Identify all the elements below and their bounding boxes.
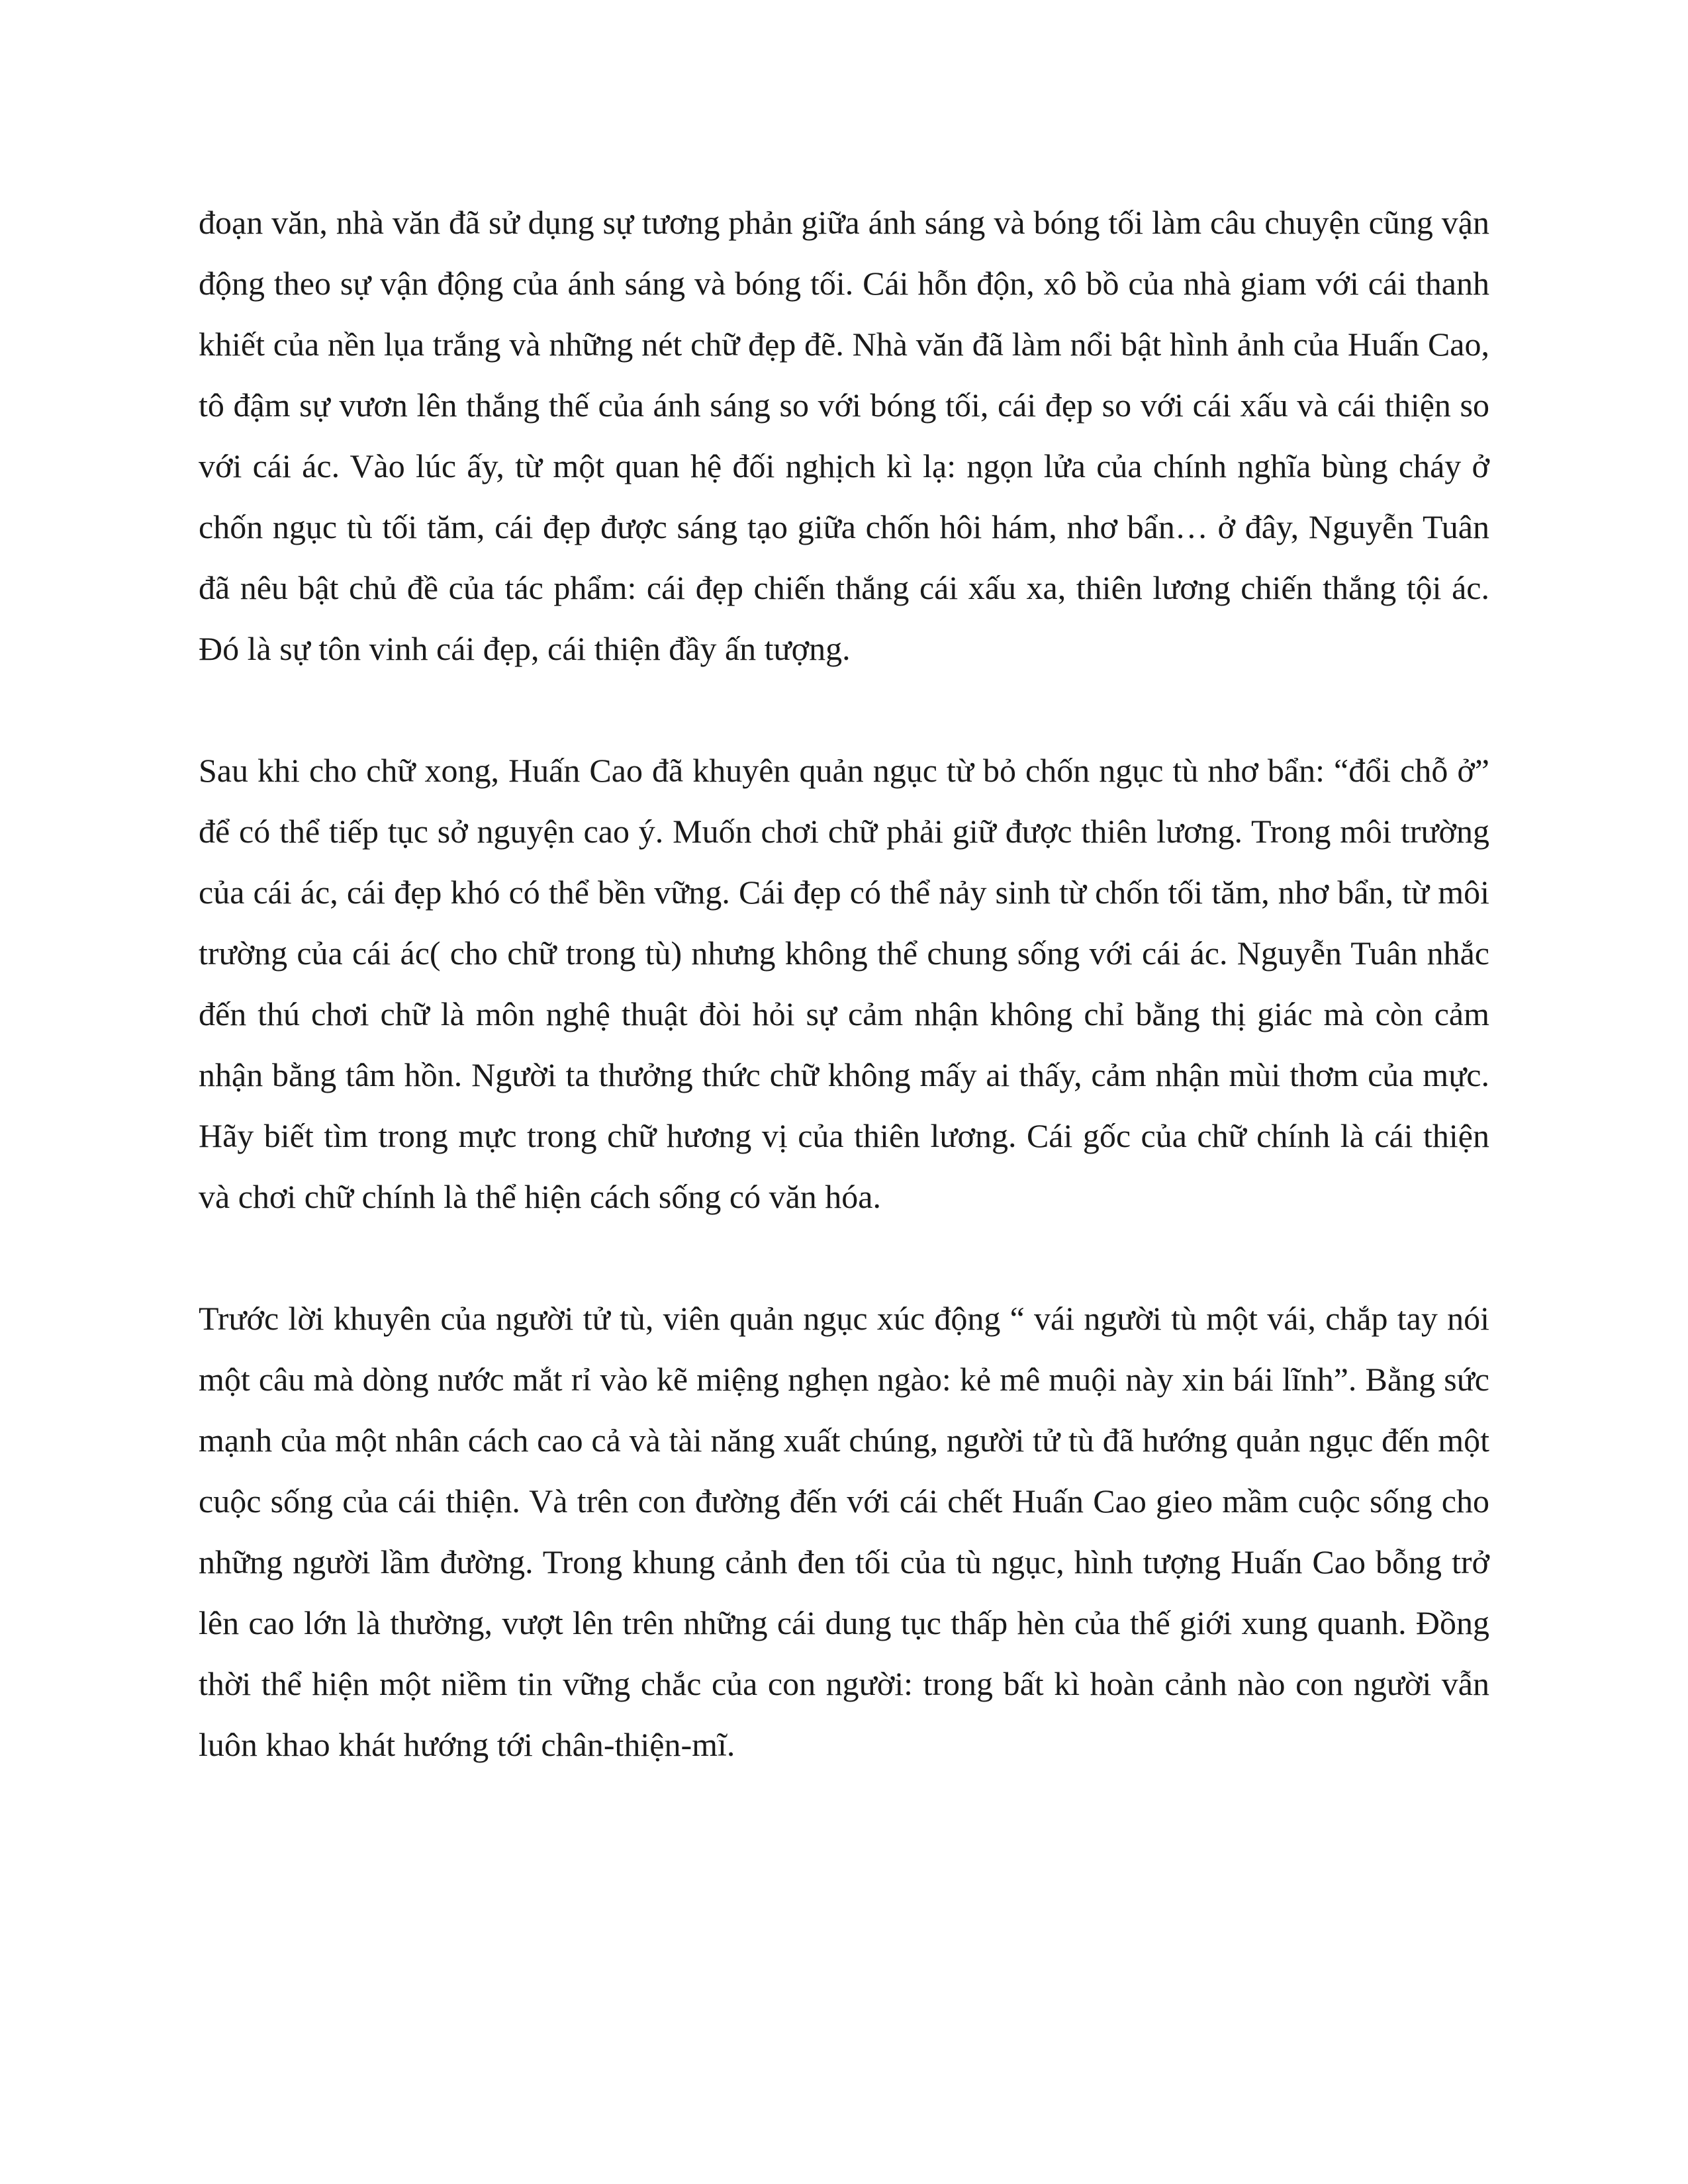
paragraph-1: đoạn văn, nhà văn đã sử dụng sự tương phản giữa ánh sáng và bóng tối làm câu chuyện cũng vận động theo sự vận động của ánh sáng và bóng tối. Cái hỗn độn, xô bồ của nhà giam với cái thanh khiết của nền lụa trắng và những nét chữ đẹp đẽ. Nhà văn đã làm nổi bật hình ảnh của Huấn Cao, tô đậm sự vươn lên thắng thế của ánh sáng so với bóng tối, cái đẹp so với cái xấu và cái thiện so với cái ác. Vào lúc ấy, từ một quan hệ đối nghịch kì lạ: ngọn lửa của chính nghĩa bùng cháy ở chốn ngục tù tối tăm, cái đẹp được sáng tạo giữa chốn hôi hám, nhơ bẩn… ở đây, Nguyễn Tuân đã nêu bật chủ đề của tác phẩm: cái đẹp chiến thắng cái xấu xa, thiên lương chiến thắng tội ác. Đó là sự tôn vinh cái đẹp, cái thiện đầy ấn tượng.	[199, 204, 1489, 667]
paragraph-3: Trước lời khuyên của người tử tù, viên quản ngục xúc động “ vái người tù một vái, chắp tay nói một câu mà dòng nước mắt rỉ vào kẽ miệng nghẹn ngào: kẻ mê muội này xin bái lĩnh”. Bằng sức mạnh của một nhân cách cao cả và tài năng xuất chúng, người tử tù đã hướng quản ngục đến một cuộc sống của cái thiện. Và trên con đường đến với cái chết Huấn Cao gieo mầm cuộc sống cho những người lầm đường. Trong khung cảnh đen tối của tù ngục, hình tượng Huấn Cao bỗng trở lên cao lớn là thường, vượt lên trên những cái dung tục thấp hèn của thế giới xung quanh. Đồng thời thể hiện một niềm tin vững chắc của con người: trong bất kì hoàn cảnh nào con người vẫn luôn khao khát hướng tới chân-thiện-mĩ.	[199, 1300, 1489, 1763]
paragraph-2: Sau khi cho chữ xong, Huấn Cao đã khuyên quản ngục từ bỏ chốn ngục tù nhơ bẩn: “đổi chỗ ở” để có thể tiếp tục sở nguyện cao ý. Muốn chơi chữ phải giữ được thiên lương. Trong môi trường của cái ác, cái đẹp khó có thể bền vững. Cái đẹp có thể nảy sinh từ chốn tối tăm, nhơ bẩn, từ môi trường của cái ác( cho chữ trong tù) nhưng không thể chung sống với cái ác. Nguyễn Tuân nhắc đến thú chơi chữ là môn nghệ thuật đòi hỏi sự cảm nhận không chỉ bằng thị giác mà còn cảm nhận bằng tâm hồn. Người ta thưởng thức chữ không mấy ai thấy, cảm nhận mùi thơm của mực. Hãy biết tìm trong mực trong chữ hương vị của thiên lương. Cái gốc của chữ chính là cái thiện và chơi chữ chính là thể hiện cách sống có văn hóa.	[199, 752, 1489, 1215]
document-body	[199, 192, 1489, 1775]
